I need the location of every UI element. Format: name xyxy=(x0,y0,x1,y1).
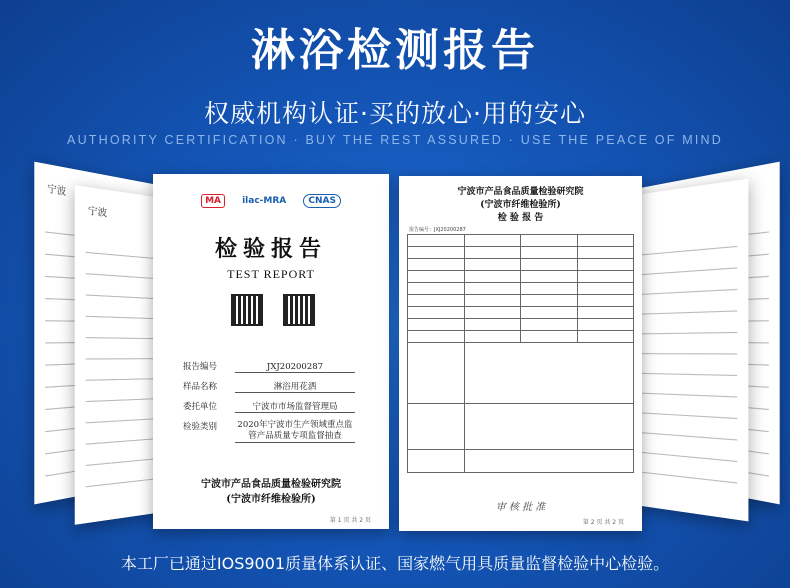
field-client xyxy=(183,400,368,413)
field-value: JXJ20200287 xyxy=(235,362,355,373)
certification-logos xyxy=(153,188,389,208)
detail-head-line-3: 检 验 报 告 xyxy=(497,213,544,223)
back-page-heading: 宁波 xyxy=(87,206,108,220)
page-subtitle: 权威机构认证·买的放心·用的安心 xyxy=(204,99,586,128)
field-report-number xyxy=(183,360,368,373)
report-cover-page xyxy=(153,174,389,529)
signatures: 审 核 批 准 xyxy=(495,502,546,513)
page-number: 第 2 页 共 2 页 xyxy=(582,519,624,526)
field-label: 样品名称 xyxy=(183,382,218,392)
report-title: 检验报告 xyxy=(214,236,327,262)
institute-line-1: 宁波市产品食品质量检验研究院 xyxy=(201,479,341,490)
institute-name xyxy=(153,477,389,507)
detail-head-line-1: 宁波市产品食品质量检验研究院 xyxy=(457,187,584,197)
page-number: 第 1 页 共 2 页 xyxy=(329,517,371,524)
qr-code-icon xyxy=(231,294,263,326)
page-title: 淋浴检测报告 xyxy=(251,25,539,76)
institute-line-2: (宁波市纤维检验所) xyxy=(226,494,316,505)
cnas-logo-icon: CNAS xyxy=(303,194,341,208)
field-sample-name xyxy=(183,380,368,393)
ma-logo-icon: MA xyxy=(201,194,225,208)
field-inspection-type xyxy=(183,420,368,443)
qr-code-icon xyxy=(283,294,315,326)
back-page-heading: 宁波 xyxy=(47,183,67,199)
ilac-mra-logo-icon: ilac-MRA xyxy=(242,196,287,206)
field-value: 淋浴用花洒 xyxy=(235,380,355,393)
report-detail-page xyxy=(399,176,642,531)
field-label: 委托单位 xyxy=(183,402,218,412)
detail-table xyxy=(407,234,634,473)
footer-note: 本工厂已通过IOS9001质量体系认证、国家燃气用具质量监督检验中心检验。 xyxy=(120,554,670,573)
detail-report-number: 报告编号：JXJ20200287 xyxy=(409,227,466,233)
report-title-en: TEST REPORT xyxy=(227,267,315,281)
field-value: 2020年宁波市生产领域重点监管产品质量专项监督抽查 xyxy=(235,420,355,443)
page-tagline: AUTHORITY CERTIFICATION · BUY THE REST ASSURED · USE THE PEACE OF MIND xyxy=(67,133,723,147)
detail-page-header xyxy=(399,186,642,225)
detail-head-line-2: (宁波市纤维检验所) xyxy=(480,200,561,210)
field-label: 报告编号 xyxy=(183,362,218,372)
field-label: 检验类别 xyxy=(183,422,218,432)
field-value: 宁波市市场监督管理局 xyxy=(235,400,355,413)
